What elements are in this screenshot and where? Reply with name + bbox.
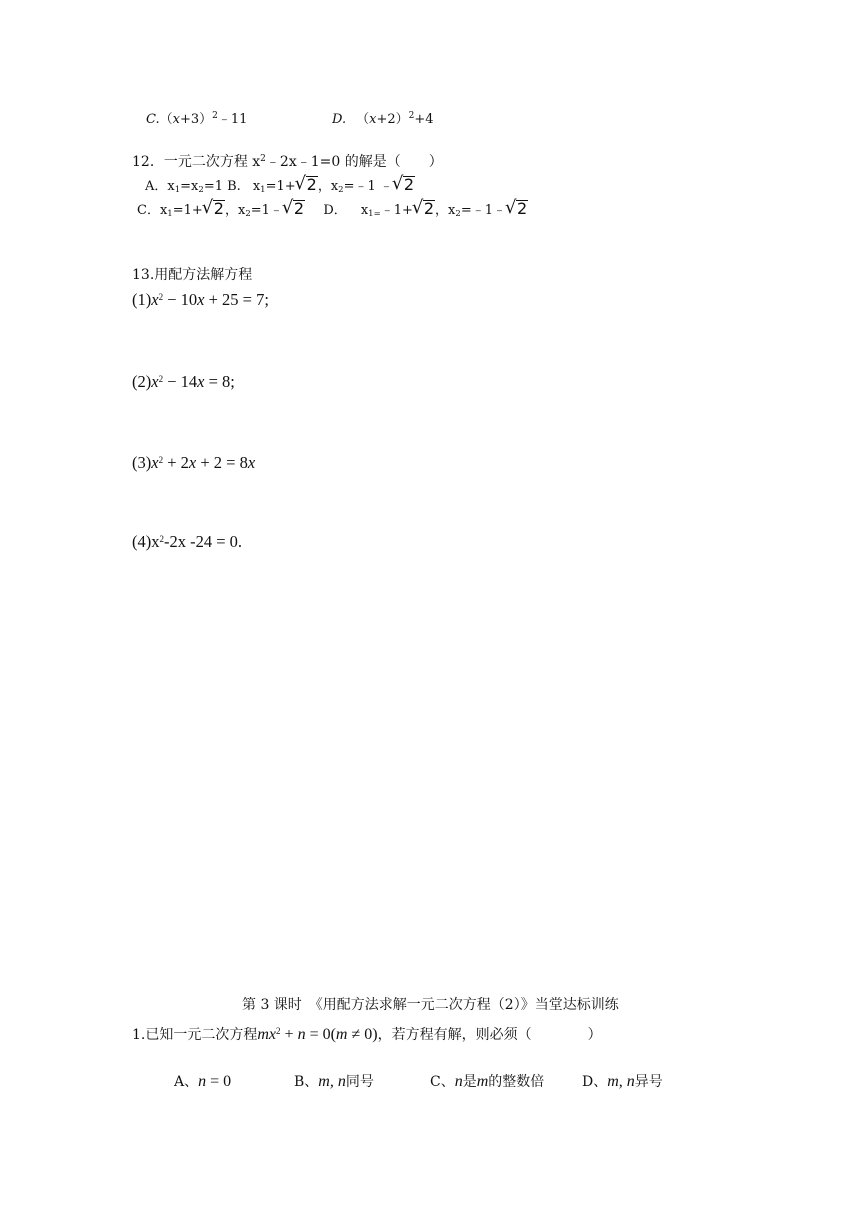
q12-option-c-label: C． xyxy=(137,203,160,218)
section3-opt-c-rest: 的整数倍 xyxy=(488,1074,545,1090)
q11-option-d-open: （ xyxy=(356,112,370,127)
q12-options-row-1 xyxy=(145,175,415,195)
q11-option-d-plus: +2） xyxy=(376,112,409,127)
q13-eq1-rest-b: + 25 = 7; xyxy=(204,290,269,309)
q12-option-a-sub-1: 1 xyxy=(174,185,181,195)
q13-eq3-var3: x xyxy=(247,453,256,472)
section3-q1-plus: + xyxy=(280,1026,298,1043)
section3-opt-a-label: A、 xyxy=(174,1074,199,1090)
q13-title: 13.用配方法解方程 xyxy=(132,267,253,283)
section3-q1-paren-close: ) xyxy=(372,1026,378,1043)
q11-option-c-open: （ xyxy=(159,112,173,127)
section3-q1-paren-open: ( xyxy=(330,1026,336,1043)
section3-opt-b-label: B、 xyxy=(294,1074,319,1090)
sqrt-symbol xyxy=(284,200,305,218)
section3-q1-n: n xyxy=(297,1026,306,1043)
q13-equation-2 xyxy=(132,372,235,392)
sqrt-radicand: 2 xyxy=(516,199,528,218)
q11-option-d-sup: 2 xyxy=(408,111,415,121)
q11-option-c-tail: ﹣11 xyxy=(217,112,248,127)
q12-option-b-eq2: =﹣1 ﹣ xyxy=(343,179,393,194)
q11-option-c-label: C. xyxy=(146,112,160,127)
q11-option-c xyxy=(146,108,247,127)
q12-option-c-x1: x xyxy=(159,203,168,218)
section3-q1-option-c xyxy=(430,1071,544,1091)
q11-option-d-var: x xyxy=(369,112,377,127)
q12-option-c-eq1: =1+ xyxy=(172,203,203,218)
section3-q1-x: x xyxy=(268,1026,277,1043)
q11-option-d-label: D. xyxy=(332,112,347,127)
q13-eq4-text-a: x xyxy=(151,532,160,551)
sqrt-radicand: 2 xyxy=(423,199,435,218)
q11-option-c-plus: +3） xyxy=(179,112,213,127)
section3-q1-eq: = 0 xyxy=(305,1026,331,1043)
q12-stem-sup: 2 xyxy=(260,154,266,164)
section3-opt-c-label: C、 xyxy=(430,1074,455,1090)
section3-opt-c-n: n xyxy=(454,1073,463,1090)
section3-q1-prefix: 1.已知一元二次方程 xyxy=(132,1027,258,1043)
section3-opt-b-mn: m, n xyxy=(318,1073,346,1090)
section3-q1-m: m xyxy=(257,1026,269,1043)
q13-eq1-label: (1) xyxy=(132,290,152,309)
q13-eq4-label: (4) xyxy=(132,532,152,551)
section3-q1-option-a xyxy=(174,1071,231,1091)
q13-eq2-var2: x xyxy=(197,372,205,391)
q13-eq3-sup: 2 xyxy=(158,455,164,465)
sqrt-radicand: 2 xyxy=(293,199,305,218)
section3-opt-d-mn: m, n xyxy=(607,1073,635,1090)
q12-stem-prefix: 12．一元二次方程 x xyxy=(132,154,261,170)
q13-eq1-sup: 2 xyxy=(158,292,164,302)
q12-options-row-2 xyxy=(137,199,528,219)
q12-option-a-sub-2: 2 xyxy=(198,185,204,195)
q12-option-d-eq1: ﹣1+ xyxy=(380,203,413,218)
q13-eq3-rest-a: + 2 xyxy=(163,453,189,472)
sqrt-radicand: 2 xyxy=(403,175,415,194)
q12-option-c-sub1: 1 xyxy=(167,209,173,219)
section3-q1-option-b xyxy=(294,1071,374,1091)
q13-eq4-sup: 2 xyxy=(159,534,164,544)
sqrt-radicand: 2 xyxy=(213,199,224,218)
section3-q1-option-d xyxy=(582,1071,663,1091)
q13-eq2-sup: 2 xyxy=(158,374,164,384)
q12-stem-suffix: ﹣2x﹣1=0 的解是（ ） xyxy=(265,154,443,170)
q12-option-b-eq1: =1+ xyxy=(265,179,296,194)
section3-opt-a-n: n xyxy=(198,1073,207,1090)
section3-opt-a-rest: = 0 xyxy=(206,1073,232,1090)
section3-q1-stem xyxy=(132,1024,602,1044)
q13-eq1-var2: x xyxy=(197,290,205,309)
q11-option-c-sup: 2 xyxy=(212,111,218,121)
q13-equation-3 xyxy=(132,453,255,473)
section3-title: 第 3 课时 《用配方法求解一元二次方程（2）》当堂达标训练 xyxy=(242,997,619,1013)
section3-q1-m2: m xyxy=(335,1026,348,1043)
q13-eq2-var: x xyxy=(151,372,159,391)
q13-eq2-rest-a: − 14 xyxy=(163,372,198,391)
q13-eq2-rest-b: = 8; xyxy=(204,372,235,391)
q12-option-b-comma: ，x xyxy=(317,179,339,194)
q13-eq3-var2: x xyxy=(188,453,197,472)
sqrt-symbol xyxy=(297,176,318,194)
q13-equation-4 xyxy=(132,532,242,552)
q12-option-d-eq2: =﹣1﹣ xyxy=(460,203,506,218)
sqrt-symbol xyxy=(204,200,225,218)
q13-eq1-var: x xyxy=(151,290,159,309)
q13-eq4-text-b: -2x -24 = 0. xyxy=(164,532,243,551)
q13-eq3-var: x xyxy=(151,453,159,472)
q12-option-d-x1: x xyxy=(360,203,369,218)
q11-option-d-tail: +4 xyxy=(414,112,434,127)
q12-option-d-sub2: 2 xyxy=(455,209,461,219)
section3-q1-suffix: ，若方程有解，则必须（ ） xyxy=(377,1027,602,1043)
section3-q1-neq: ≠ 0 xyxy=(347,1026,373,1043)
section3-q1-equation xyxy=(257,1026,377,1043)
q12-option-d-label: D． xyxy=(323,203,347,218)
q12-option-a-label: A． xyxy=(145,179,168,194)
q13-eq2-label: (2) xyxy=(132,372,152,391)
section3-opt-d-rest: 异号 xyxy=(634,1074,663,1090)
section3-opt-b-rest: 同号 xyxy=(345,1074,374,1090)
q13-eq1-rest-a: − 10 xyxy=(163,290,198,309)
section3-opt-c-m: m xyxy=(476,1073,489,1090)
q12-option-c-eq2: =1﹣ xyxy=(250,203,283,218)
q12-option-b-label: B. xyxy=(227,179,241,194)
q13-eq3-label: (3) xyxy=(132,453,152,472)
sqrt-symbol xyxy=(394,176,415,194)
section3-opt-c-mid: 是 xyxy=(462,1074,477,1090)
q11-option-d xyxy=(332,108,434,127)
q12-option-b-sub1: 1 xyxy=(260,185,266,195)
q12-stem xyxy=(132,151,443,171)
q13-equation-1 xyxy=(132,290,269,310)
q12-option-b-x1: x xyxy=(252,179,261,194)
q11-option-c-var: x xyxy=(172,112,180,127)
sqrt-symbol xyxy=(414,200,435,218)
q13-eq3-rest-b: + 2 = 8 xyxy=(196,453,248,472)
q12-option-a-text-2: =x xyxy=(180,179,199,194)
q12-option-d-comma: ，x xyxy=(435,203,456,218)
sqrt-radicand: 2 xyxy=(306,175,317,194)
section3-q1-sup: 2 xyxy=(276,1026,281,1036)
q12-option-c-comma: ，x xyxy=(224,203,246,218)
section3-opt-d-label: D、 xyxy=(582,1074,608,1090)
q12-option-c-sub2: 2 xyxy=(245,209,251,219)
q12-option-a-text-1: x xyxy=(167,179,175,194)
sqrt-symbol xyxy=(507,200,528,218)
q12-option-a-text-3: =1 xyxy=(203,179,223,194)
q12-option-d-sub1: 1= xyxy=(368,209,381,219)
q12-option-b-sub2: 2 xyxy=(338,185,344,195)
